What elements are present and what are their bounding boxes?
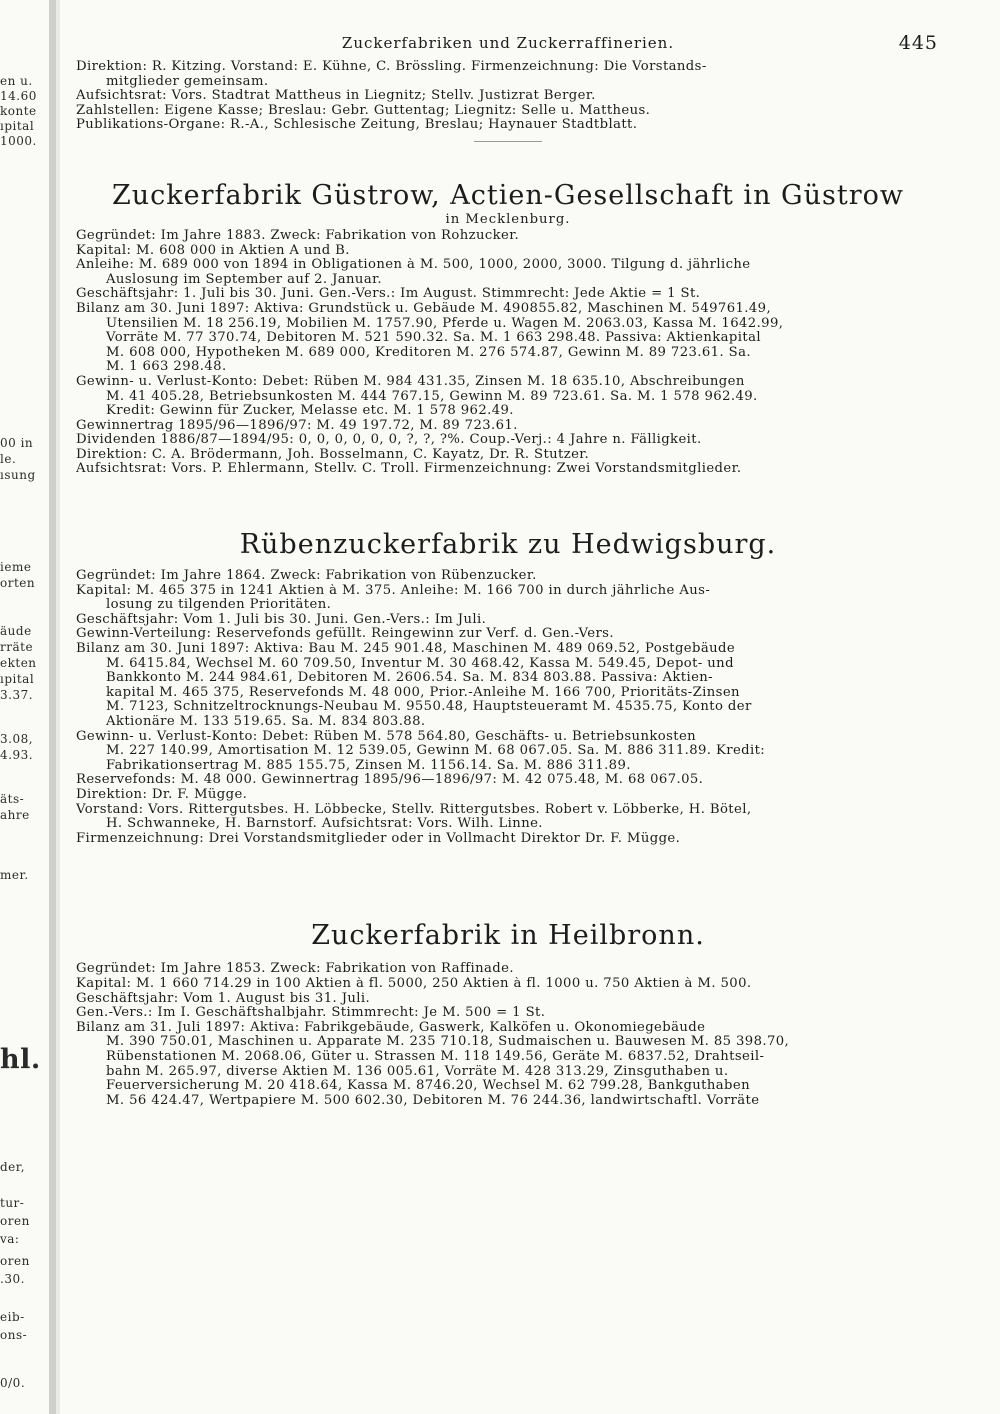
text-line: Gewinnertrag 1895/96—1896/97: M. 49 197.72, M. 89 723.61. bbox=[76, 418, 518, 433]
gutter-fragment: 3.37. bbox=[0, 688, 34, 702]
page-content bbox=[76, 28, 940, 1108]
text-line: Kapital: M. 608 000 in Aktien A und B. bbox=[76, 243, 350, 258]
gutter-fragment: le. bbox=[0, 452, 17, 466]
text-line: Gen.-Vers.: Im I. Geschäftshalbjahr. Stimmrecht: Je M. 500 = 1 St. bbox=[76, 1006, 546, 1021]
gutter-fragment: ıpital bbox=[0, 672, 35, 686]
gutter-fragment: hl. bbox=[0, 1044, 41, 1075]
text-line: mitglieder gemeinsam. bbox=[106, 74, 269, 89]
gutter-fragment: eib- bbox=[0, 1310, 25, 1324]
text-line: Direktion: Dr. F. Mügge. bbox=[76, 787, 248, 802]
text-line: Firmenzeichnung: Drei Vorstandsmitglieder oder in Vollmacht Direktor Dr. F. Mügge. bbox=[76, 831, 681, 846]
gutter-fragment: oren bbox=[0, 1214, 30, 1228]
text-line: Gegründet: Im Jahre 1853. Zweck: Fabrikation von Raffinade. bbox=[76, 962, 514, 977]
section-title: Zuckerfabrik in Heilbronn. bbox=[311, 920, 705, 952]
gutter-fragment: mer. bbox=[0, 868, 29, 882]
gutter-fragment: ieme bbox=[0, 560, 32, 574]
text-line: Direktion: C. A. Brödermann, Joh. Bosselmann, C. Kayatz, Dr. R. Stutzer. bbox=[76, 447, 590, 462]
text-line: Vorräte M. 77 370.74, Debitoren M. 521 590.32. Sa. M. 1 663 298.48. Passiva: Aktienkapital bbox=[106, 331, 761, 346]
gutter-fragment: konte bbox=[0, 104, 37, 118]
text-line: Dividenden 1886/87—1894/95: 0, 0, 0, 0, 0, 0, ?, ?, ?%. Coup.-Verj.: 4 Jahre n. Fälligkeit. bbox=[76, 433, 702, 448]
binding-shadow bbox=[49, 0, 56, 1414]
text-line: losung zu tilgenden Prioritäten. bbox=[106, 598, 332, 613]
text-line: Bilanz am 30. Juni 1897: Aktiva: Grundstück u. Gebäude M. 490855.82, Maschinen M. 549761.49, bbox=[76, 301, 772, 316]
text-line: Geschäftsjahr: Vom 1. August bis 31. Juli. bbox=[76, 991, 371, 1006]
gutter-fragment: en u. bbox=[0, 74, 33, 88]
company-entry-hedwigsburg bbox=[76, 569, 940, 846]
gutter-fragment: ısung bbox=[0, 468, 36, 482]
text-line: Bilanz am 31. Juli 1897: Aktiva: Fabrikgebäude, Gaswerk, Kalköfen u. Ökonomiegebäude bbox=[76, 1020, 706, 1035]
text-line: Bilanz am 30. Juni 1897: Aktiva: Bau M. 245 901.48, Maschinen M. 489 069.52, Postgebäude bbox=[76, 642, 736, 657]
text-line: Gegründet: Im Jahre 1864. Zweck: Fabrikation von Rübenzucker. bbox=[76, 569, 537, 584]
text-line: Gewinn-Verteilung: Reservefonds gefüllt. Reingewinn zur Verf. d. Gen.-Vers. bbox=[76, 627, 614, 642]
text-line: Kredit: Gewinn für Zucker, Melasse etc. M. 1 578 962.49. bbox=[106, 404, 514, 419]
gutter-fragment: ekten bbox=[0, 656, 37, 670]
gutter-fragment: 14.60 bbox=[0, 89, 37, 103]
gutter-fragment: ıpital bbox=[0, 119, 35, 133]
text-line: M. 6415.84, Wechsel M. 60 709.50, Inventur M. 30 468.42, Kassa M. 549.45, Depot- und bbox=[106, 656, 734, 671]
text-line: bahn M. 265.97, diverse Aktien M. 136 005.61, Vorräte M. 428 313.29, Zinsguthaben u. bbox=[106, 1064, 729, 1079]
text-line: Auslosung im September auf 2. Januar. bbox=[106, 272, 382, 287]
running-title: Zuckerfabriken und Zuckerraffinerien. bbox=[341, 34, 675, 52]
gutter-fragment: .30. bbox=[0, 1272, 25, 1286]
text-line: Aufsichtsrat: Vors. Stadtrat Mattheus in Liegnitz; Stellv. Justizrat Berger. bbox=[76, 89, 596, 104]
text-line: Aufsichtsrat: Vors. P. Ehlermann, Stellv. C. Troll. Firmenzeichnung: Zwei Vorstandsmitglieder. bbox=[76, 462, 742, 477]
text-line: M. 41 405.28, Betriebsunkosten M. 444 767.15, Gewinn M. 89 723.61. Sa. M. 1 578 962.49. bbox=[106, 389, 758, 404]
intro-entry bbox=[76, 60, 940, 133]
text-line: M. 56 424.47, Wertpapiere M. 500 602.30, Debitoren M. 76 244.36, landwirtschaftl. Vorräte bbox=[106, 1093, 760, 1108]
gutter-fragment: oren bbox=[0, 1254, 30, 1268]
gutter-fragment: äts- bbox=[0, 792, 25, 806]
text-line: Publikations-Organe: R.-A., Schlesische Zeitung, Breslau; Haynauer Stadtblatt. bbox=[76, 118, 638, 133]
company-entry-heilbronn bbox=[76, 962, 940, 1108]
gutter-fragment: va: bbox=[0, 1232, 20, 1246]
text-line: kapital M. 465 375, Reservefonds M. 48 000, Prior.-Anleihe M. 166 700, Prioritäts-Zinsen bbox=[106, 685, 740, 700]
text-line: M. 227 140.99, Amortisation M. 12 539.05, Gewinn M. 68 067.05. Sa. M. 886 311.89. Kredit: bbox=[106, 744, 766, 759]
gutter-fragment: rräte bbox=[0, 640, 34, 654]
gutter-fragment: orten bbox=[0, 576, 36, 590]
running-header bbox=[76, 28, 940, 60]
gutter-fragment: 00 in bbox=[0, 436, 34, 450]
text-line: Geschäftsjahr: 1. Juli bis 30. Juni. Gen.-Vers.: Im August. Stimmrecht: Jede Aktie = 1 St. bbox=[76, 287, 701, 302]
text-line: Aktionäre M. 133 519.65. Sa. M. 834 803.88. bbox=[106, 715, 426, 729]
text-line: Gewinn- u. Verlust-Konto: Debet: Rüben M. 984 431.35, Zinsen M. 18 635.10, Abschreibungen bbox=[76, 374, 745, 389]
text-line: Rübenstationen M. 2068.06, Güter u. Strassen M. 118 149.56, Geräte M. 6837.52, Drahtseil- bbox=[106, 1049, 765, 1064]
left-gutter-fragments bbox=[0, 0, 48, 1414]
text-line: Gegründet: Im Jahre 1883. Zweck: Fabrikation von Rohzucker. bbox=[76, 228, 520, 243]
text-line: Reservefonds: M. 48 000. Gewinnertrag 1895/96—1896/97: M. 42 075.48, M. 68 067.05. bbox=[76, 773, 704, 788]
text-line: Geschäftsjahr: Vom 1. Juli bis 30. Juni. Gen.-Vers.: Im Juli. bbox=[76, 612, 487, 627]
text-line: M. 390 750.01, Maschinen u. Apparate M. 235 710.18, Sudmaischen u. Bauwesen M. 85 398.70, bbox=[106, 1035, 790, 1050]
text-line: Anleihe: M. 689 000 von 1894 in Obligationen à M. 500, 1000, 2000, 3000. Tilgung d. jährliche bbox=[76, 258, 751, 273]
gutter-fragment: 3.08, bbox=[0, 732, 34, 746]
text-line: M. 1 663 298.48. bbox=[106, 360, 227, 375]
gutter-fragment: 0/0. bbox=[0, 1376, 26, 1390]
section-subtitle: in Mecklenburg. bbox=[445, 211, 571, 227]
gutter-fragment: ons- bbox=[0, 1328, 28, 1342]
gutter-fragment: tur- bbox=[0, 1196, 25, 1210]
text-line: Utensilien M. 18 256.19, Mobilien M. 1757.90, Pferde u. Wagen M. 2063.03, Kassa M. 1642.99, bbox=[106, 316, 784, 331]
text-line: Bankkonto M. 244 984.61, Debitoren M. 2606.54. Sa. M. 834 803.88. Passiva: Aktien- bbox=[106, 671, 714, 686]
text-line: M. 608 000, Hypotheken M. 689 000, Kreditoren M. 276 574.87, Gewinn M. 89 723.61. Sa. bbox=[106, 345, 751, 360]
text-line: M. 7123, Schnitzeltrocknungs-Neubau M. 9550.48, Hauptsteueramt M. 4535.75, Konto der bbox=[106, 700, 752, 715]
page-number: 445 bbox=[898, 32, 938, 54]
text-line: H. Schwanneke, H. Barnstorf. Aufsichtsrat: Vors. Wilh. Linne. bbox=[106, 817, 543, 832]
text-line: Gewinn- u. Verlust-Konto: Debet: Rüben M. 578 564.80, Geschäfts- u. Betriebsunkosten bbox=[76, 729, 697, 744]
gutter-fragment: 1000. bbox=[0, 134, 37, 148]
section-title: Zuckerfabrik Güstrow, Actien-Gesellschaft in Güstrow bbox=[112, 179, 904, 211]
binding-shadow-light bbox=[56, 0, 60, 1414]
separator-rule bbox=[474, 141, 542, 142]
gutter-fragment: der, bbox=[0, 1160, 26, 1174]
gutter-fragment: äude bbox=[0, 624, 32, 638]
text-line: Kapital: M. 1 660 714.29 in 100 Aktien à fl. 5000, 250 Aktien à fl. 1000 u. 750 Aktien à M. 500. bbox=[76, 976, 752, 991]
text-line: Feuerversicherung M. 20 418.64, Kassa M. 8746.20, Wechsel M. 62 799.28, Bankguthaben bbox=[106, 1079, 750, 1094]
text-line: Vorstand: Vors. Rittergutsbes. H. Löbbecke, Stellv. Rittergutsbes. Robert v. Löbberke, H. Bötel, bbox=[76, 802, 752, 817]
text-line: Zahlstellen: Eigene Kasse; Breslau: Gebr. Guttentag; Liegnitz: Selle u. Mattheus. bbox=[76, 103, 651, 118]
section-title: Rübenzuckerfabrik zu Hedwigsburg. bbox=[239, 529, 777, 561]
text-line: Kapital: M. 465 375 in 1241 Aktien à M. 375. Anleihe: M. 166 700 in durch jährliche Aus- bbox=[76, 583, 711, 598]
text-line: Direktion: R. Kitzing. Vorstand: E. Kühne, C. Brössling. Firmenzeichnung: Die Vorstands- bbox=[76, 60, 707, 74]
gutter-fragment: ahre bbox=[0, 808, 30, 822]
text-line: Fabrikationsertrag M. 885 155.75, Zinsen M. 1156.14. Sa. M. 886 311.89. bbox=[106, 758, 631, 773]
gutter-fragment: 4.93. bbox=[0, 748, 34, 762]
company-entry-guestrow bbox=[76, 229, 940, 477]
